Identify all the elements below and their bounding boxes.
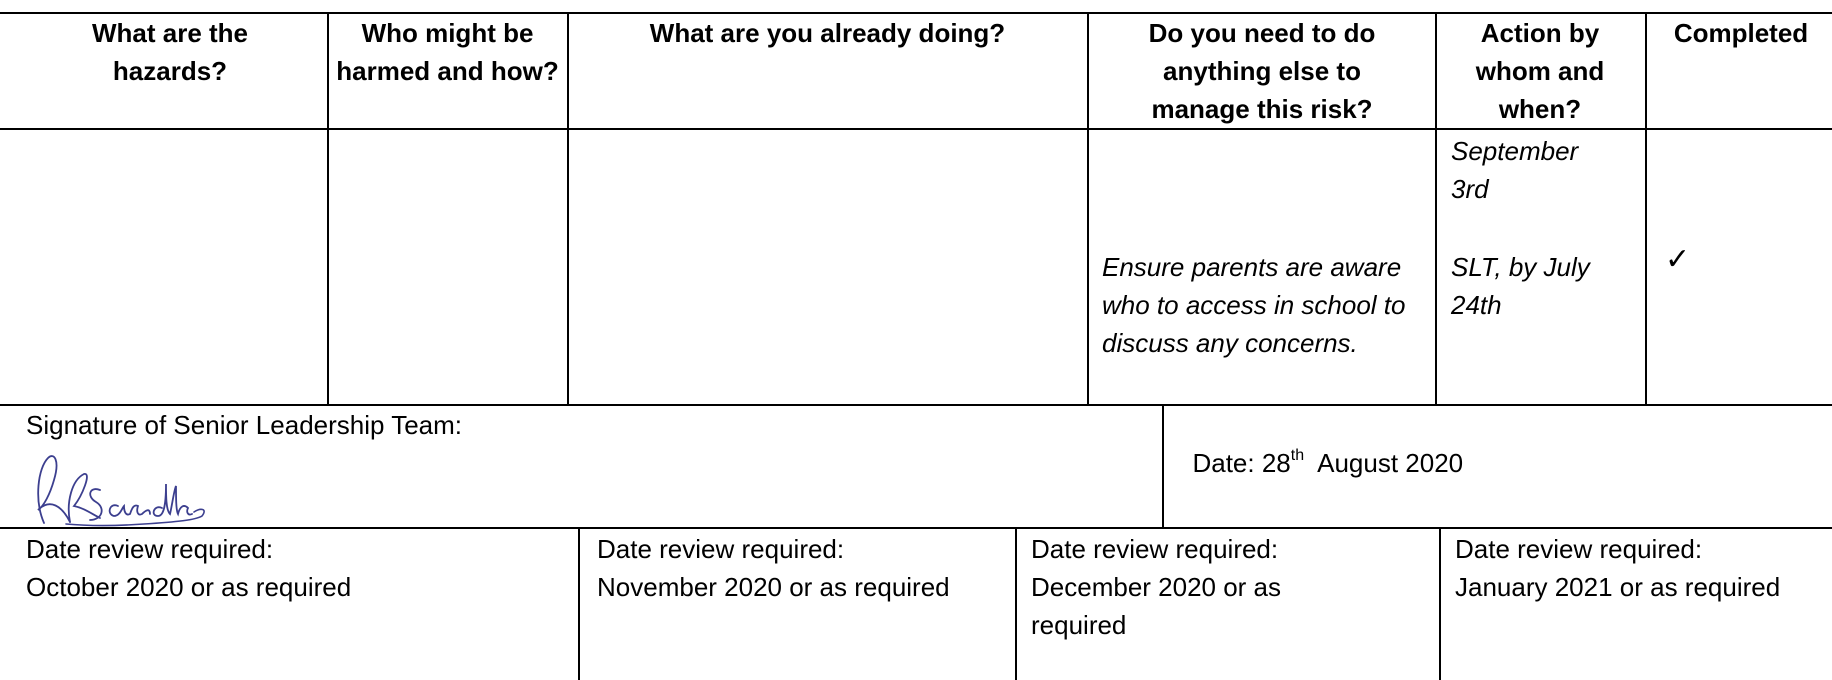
review-label: Date review required: <box>26 534 274 564</box>
header-bottom-border <box>0 128 1832 130</box>
signature-bottom-border <box>0 527 1832 529</box>
need-more-cell: Ensure parents are aware who to access in school to discuss any concerns. <box>1102 252 1406 358</box>
review-cell-1 <box>26 530 571 606</box>
review-value: December 2020 or as required <box>1031 572 1282 640</box>
review-cell-2 <box>597 530 1009 606</box>
col-divider-5 <box>1645 12 1647 405</box>
signature-image <box>26 450 222 530</box>
signature-date-label: Date: 28 <box>1192 448 1291 478</box>
signature-date-divider <box>1162 404 1164 528</box>
signature-date-suffix: th <box>1290 447 1305 465</box>
header-hazards: What are the hazards? <box>91 18 249 86</box>
review-label: Date review required: <box>1031 534 1279 564</box>
col-divider-4 <box>1435 12 1437 405</box>
review-value: January 2021 or as required <box>1455 572 1781 602</box>
header-completed: Completed <box>1673 18 1809 48</box>
review-divider-2 <box>1015 527 1017 680</box>
review-cell-3 <box>1031 530 1331 644</box>
review-divider-1 <box>578 527 580 680</box>
header-action-by: Action by whom and when? <box>1475 18 1605 124</box>
header-need-more: Do you need to do anything else to manage this risk? <box>1148 18 1376 124</box>
signature-date <box>1178 406 1818 482</box>
col-divider-2 <box>567 12 569 405</box>
action-by-date-top: September 3rd <box>1451 136 1579 204</box>
col-divider-3 <box>1087 12 1089 405</box>
review-value: October 2020 or as required <box>26 572 352 602</box>
review-divider-3 <box>1439 527 1441 680</box>
signature-label: Signature of Senior Leadership Team: <box>26 410 463 440</box>
header-who-harmed: Who might be harmed and how? <box>336 18 559 86</box>
review-label: Date review required: <box>1455 534 1703 564</box>
completed-check-icon: ✓ <box>1665 242 1691 277</box>
review-cell-4 <box>1455 530 1830 606</box>
col-divider-1 <box>327 12 329 405</box>
review-value: November 2020 or as required <box>597 572 950 602</box>
review-label: Date review required: <box>597 534 845 564</box>
signature-date-rest: August 2020 <box>1304 448 1464 478</box>
header-already-doing: What are you already doing? <box>649 18 1006 48</box>
action-by-cell: SLT, by July 24th <box>1451 252 1590 320</box>
